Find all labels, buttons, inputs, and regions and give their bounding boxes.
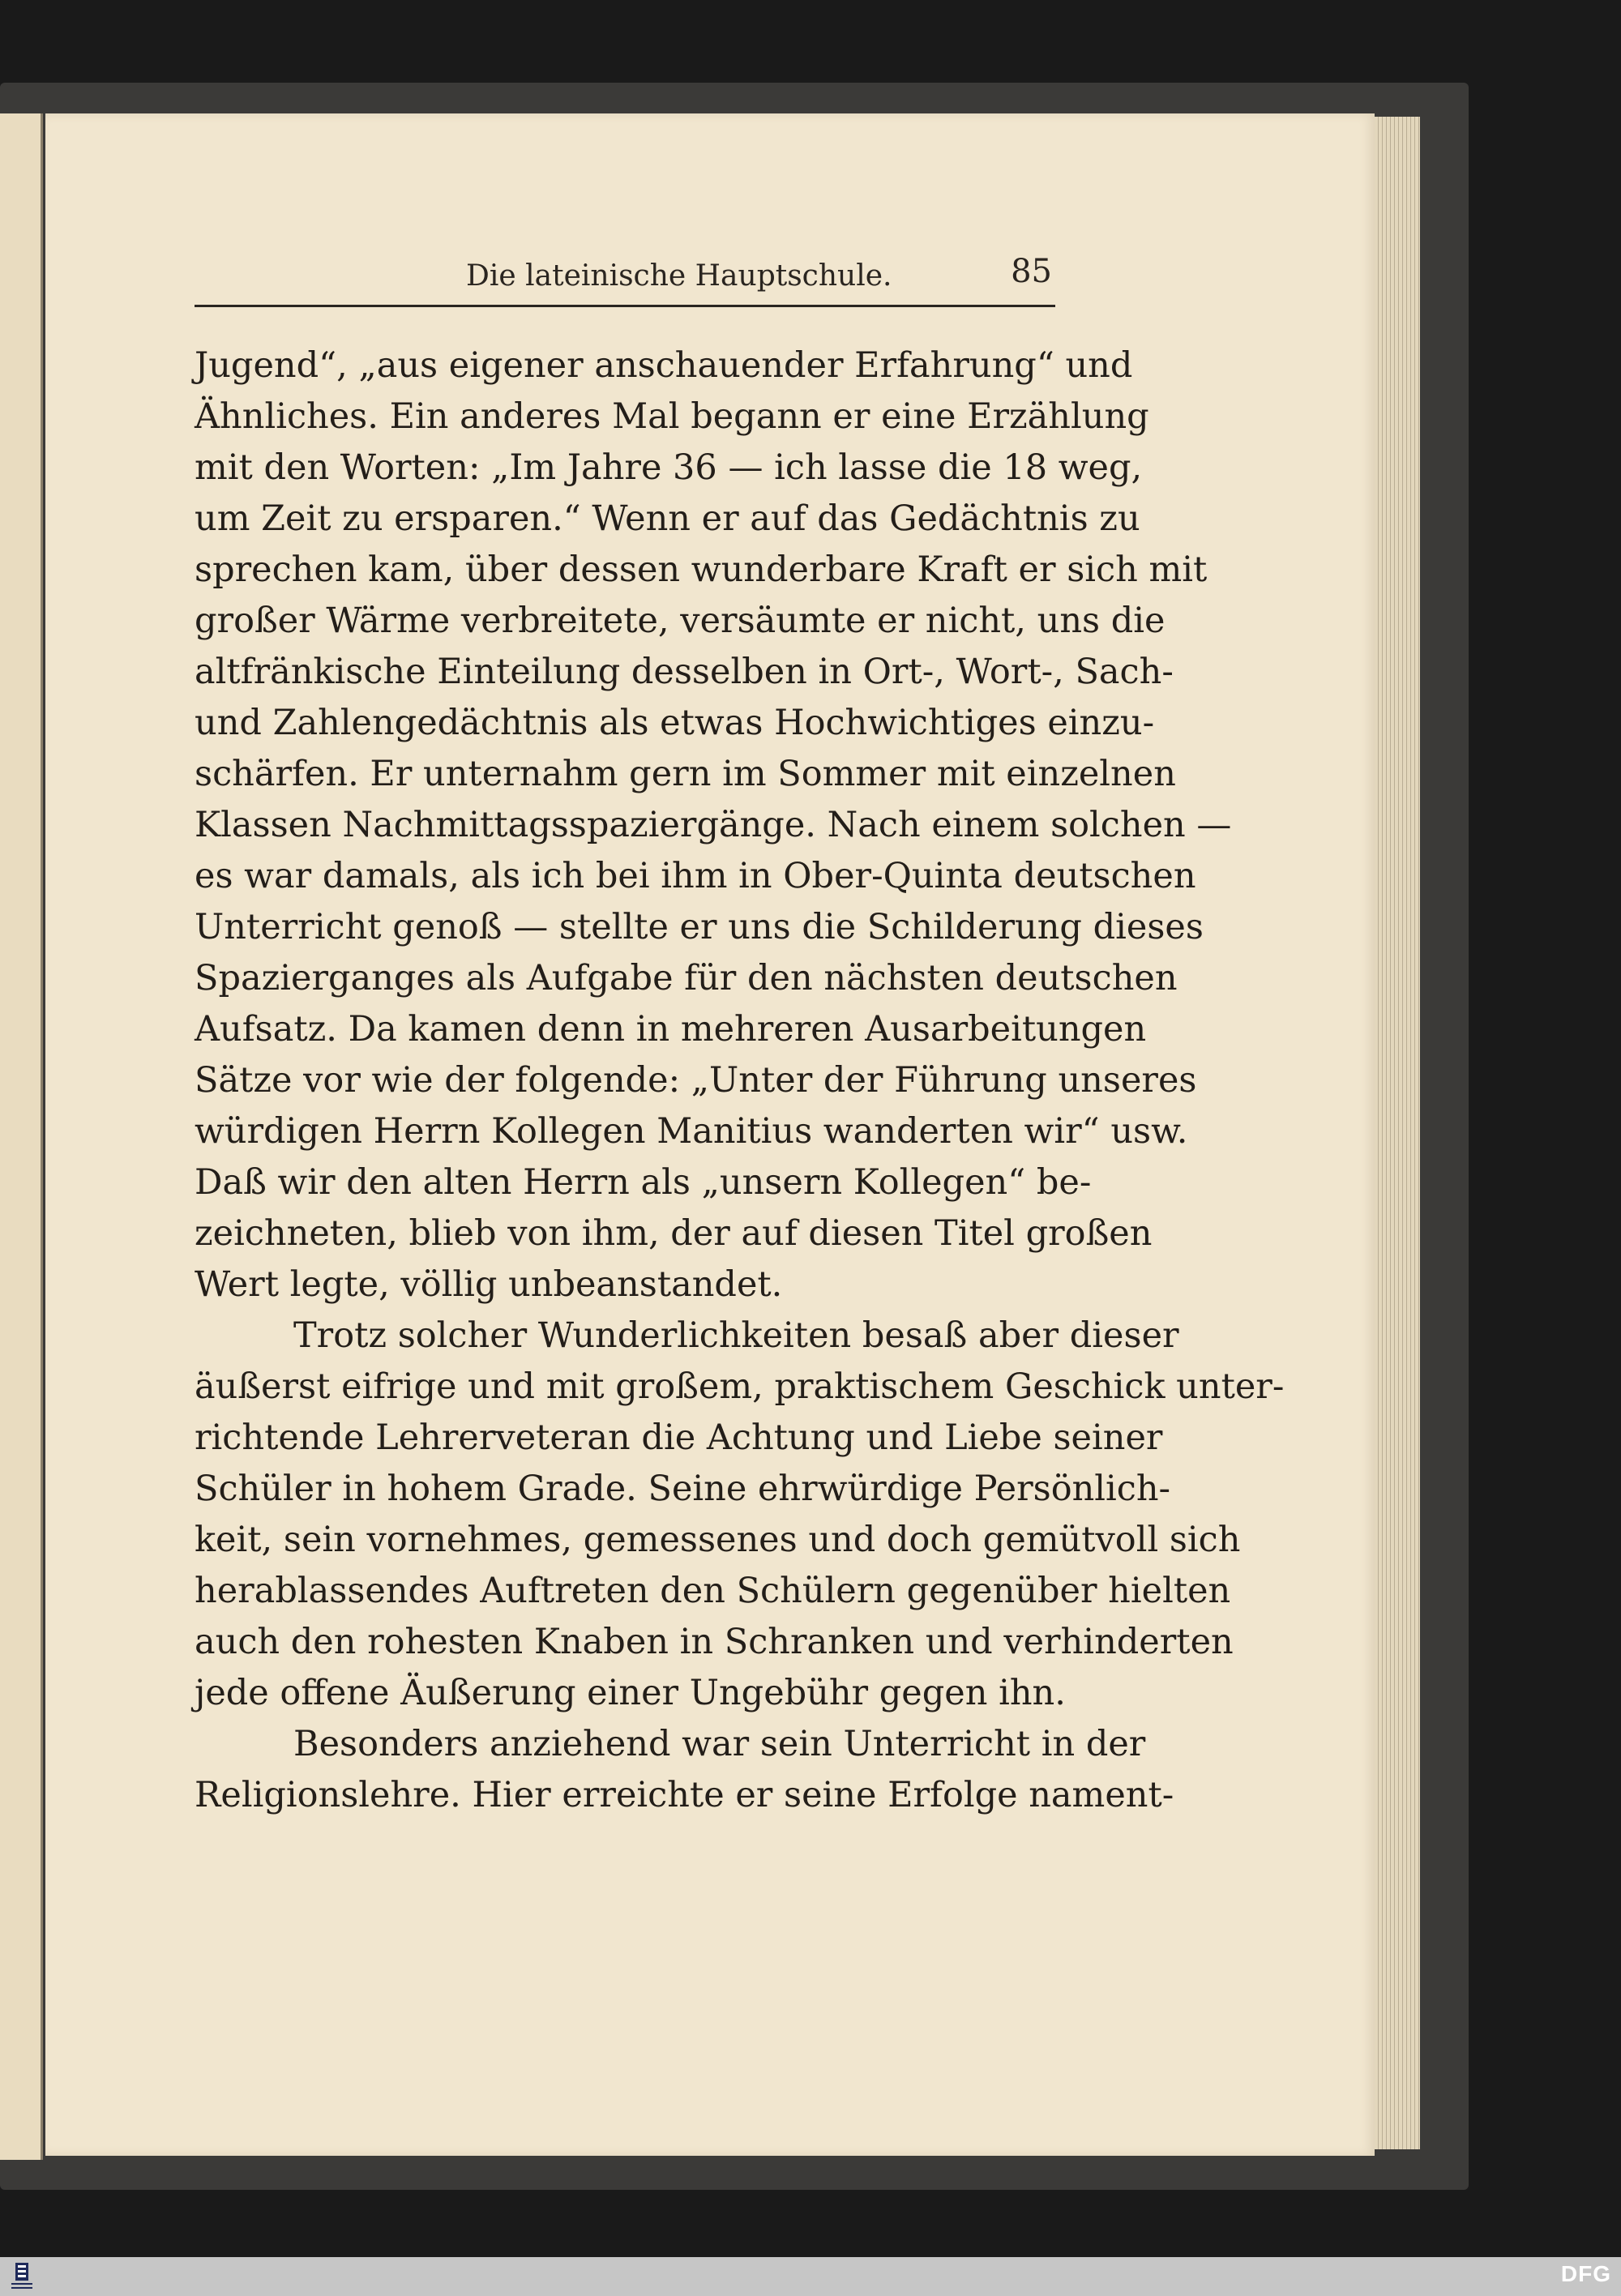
text-line: Trotz solcher Wunderlichkeiten besaß aber dieser bbox=[293, 1315, 1179, 1356]
text-line: jede offene Äußerung einer Ungebühr gegen ihn. bbox=[195, 1673, 1066, 1713]
text-line: herablassendes Auftreten den Schülern gegenüber hielten bbox=[195, 1571, 1231, 1611]
text-line: richtende Lehrerveteran die Achtung und Liebe seiner bbox=[195, 1417, 1163, 1458]
running-header bbox=[195, 253, 1055, 307]
text-line: Jugend“, „aus eigener anschauender Erfahrung“ und bbox=[195, 345, 1133, 386]
text-line: zeichneten, blieb von ihm, der auf diesen Titel großen bbox=[195, 1213, 1153, 1254]
text-line: altfränkische Einteilung desselben in Ort-, Wort-, Sach- bbox=[195, 652, 1174, 692]
left-page-edge bbox=[0, 113, 43, 2160]
text-line: schärfen. Er unternahm gern im Sommer mit einzelnen bbox=[195, 754, 1176, 794]
library-crest-icon bbox=[6, 2260, 37, 2293]
text-line: und Zahlengedächtnis als etwas Hochwichtiges einzu- bbox=[195, 703, 1155, 743]
text-line: Daß wir den alten Herrn als „unsern Kollegen“ be- bbox=[195, 1162, 1092, 1203]
text-line: sprechen kam, über dessen wunderbare Kraft er sich mit bbox=[195, 549, 1208, 590]
dfg-logo: DFG bbox=[1560, 2261, 1611, 2286]
text-line: Wert legte, völlig unbeanstandet. bbox=[195, 1264, 783, 1305]
text-line: Sätze vor wie der folgende: „Unter der Führung unseres bbox=[195, 1060, 1197, 1101]
text-line: Besonders anziehend war sein Unterricht in der bbox=[293, 1724, 1146, 1764]
text-line: es war damals, als ich bei ihm in Ober-Quinta deutschen bbox=[195, 856, 1196, 896]
text-line: keit, sein vornehmes, gemessenes und doch gemütvoll sich bbox=[195, 1520, 1241, 1560]
text-line: Religionslehre. Hier erreichte er seine Erfolge nament- bbox=[195, 1775, 1174, 1815]
text-line: um Zeit zu ersparen.“ Wenn er auf das Gedächtnis zu bbox=[195, 498, 1140, 539]
text-line: Ähnliches. Ein anderes Mal begann er eine Erzählung bbox=[195, 396, 1149, 437]
text-line: Schüler in hohem Grade. Seine ehrwürdige Persönlich- bbox=[195, 1469, 1171, 1509]
text-line: mit den Worten: „Im Jahre 36 — ich lasse die 18 weg, bbox=[195, 447, 1143, 488]
text-line: Klassen Nachmittagsspaziergänge. Nach einem solchen — bbox=[195, 805, 1232, 845]
text-line: großer Wärme verbreitete, versäumte er nicht, uns die bbox=[195, 601, 1165, 641]
body-text bbox=[195, 340, 1285, 1821]
viewer-footer-bar bbox=[0, 2257, 1621, 2296]
text-line: auch den rohesten Knaben in Schranken und verhinderten bbox=[195, 1622, 1234, 1662]
text-line: würdigen Herrn Kollegen Manitius wanderten wir“ usw. bbox=[195, 1111, 1188, 1152]
page-number: 85 bbox=[1011, 253, 1052, 290]
text-line: äußerst eifrige und mit großem, praktischem Geschick unter- bbox=[195, 1366, 1285, 1407]
page-edges bbox=[1375, 117, 1420, 2149]
text-line: Spazierganges als Aufgabe für den nächsten deutschen bbox=[195, 958, 1178, 998]
text-line: Unterricht genoß — stellte er uns die Schilderung dieses bbox=[195, 907, 1204, 947]
text-line: Aufsatz. Da kamen denn in mehreren Ausarbeitungen bbox=[195, 1009, 1147, 1050]
running-title: Die lateinische Hauptschule. bbox=[466, 259, 892, 293]
